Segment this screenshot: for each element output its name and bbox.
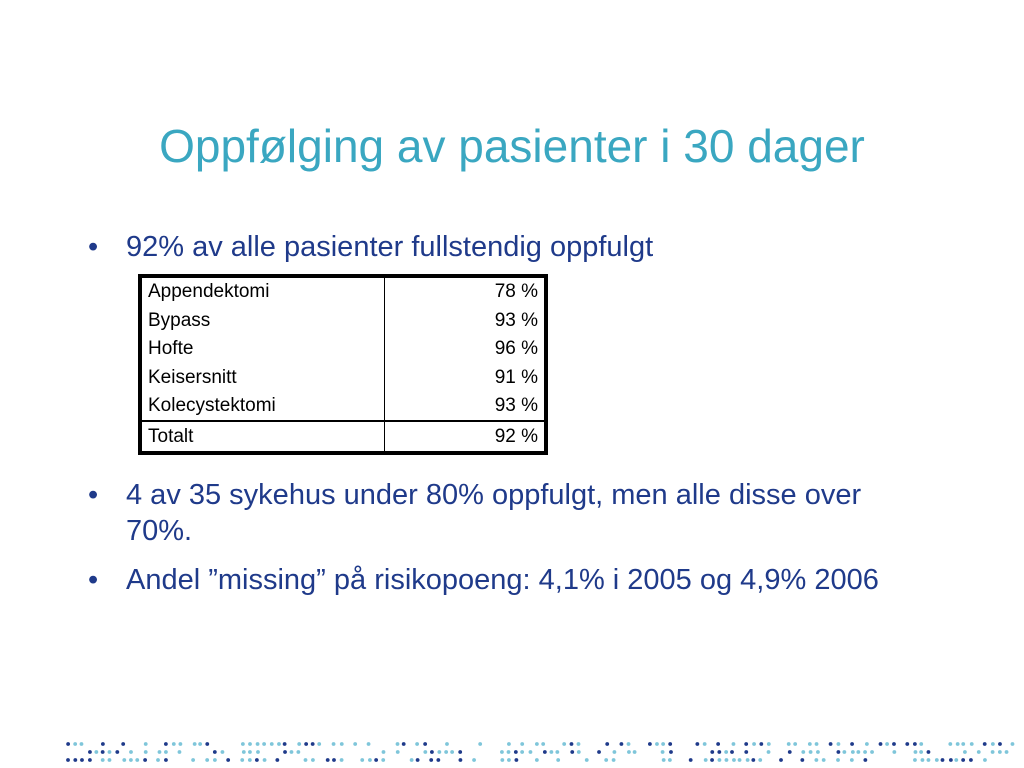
decorative-dot xyxy=(66,742,70,746)
decorative-dot xyxy=(787,742,791,746)
results-table xyxy=(138,274,548,455)
decorative-dot xyxy=(746,758,750,762)
decorative-dot xyxy=(977,750,981,754)
decorative-dot xyxy=(954,758,958,762)
decorative-dot xyxy=(668,758,672,762)
decorative-dot xyxy=(751,758,755,762)
decorative-dot xyxy=(283,750,287,754)
decorative-dot xyxy=(514,758,518,762)
decorative-dot xyxy=(164,758,168,762)
decorative-dot xyxy=(661,750,665,754)
decorative-dot xyxy=(410,758,414,762)
decorative-dot xyxy=(317,742,321,746)
decorative-dot xyxy=(850,758,854,762)
decorative-dot xyxy=(436,758,440,762)
decorative-dot xyxy=(164,742,168,746)
decorative-dot xyxy=(459,758,463,762)
decorative-dot xyxy=(115,750,119,754)
decorative-dot xyxy=(198,742,202,746)
table-cell-value: 91 % xyxy=(494,366,538,388)
decorative-dot xyxy=(927,750,931,754)
decorative-dot xyxy=(758,758,762,762)
table-row xyxy=(142,278,544,306)
decorative-dot xyxy=(73,742,77,746)
decorative-dot xyxy=(500,758,504,762)
decorative-dot xyxy=(353,742,357,746)
decorative-dot xyxy=(1005,750,1009,754)
decorative-dot xyxy=(620,742,624,746)
decorative-dot xyxy=(205,758,209,762)
decorative-dot xyxy=(256,742,260,746)
decorative-dot xyxy=(816,750,820,754)
decorative-dot xyxy=(759,742,763,746)
decorative-dot xyxy=(213,750,217,754)
decorative-dot xyxy=(193,742,197,746)
decorative-dot xyxy=(129,750,133,754)
decorative-dot xyxy=(991,742,995,746)
decorative-dot xyxy=(226,758,230,762)
decorative-dot xyxy=(143,758,147,762)
decorative-dot xyxy=(556,758,560,762)
decorative-dot xyxy=(935,758,939,762)
decorative-dot xyxy=(256,750,260,754)
decorative-dot xyxy=(381,758,385,762)
decorative-dot xyxy=(255,758,259,762)
decorative-dot xyxy=(73,758,77,762)
bullet-icon: • xyxy=(88,231,99,263)
decorative-dot xyxy=(836,758,840,762)
decorative-dot xyxy=(423,742,427,746)
decorative-dot xyxy=(191,758,195,762)
table-total-name: Totalt xyxy=(142,421,384,451)
decorative-dot xyxy=(856,750,860,754)
bullet-item xyxy=(88,477,928,549)
decorative-dot xyxy=(913,758,917,762)
decorative-dot xyxy=(829,742,833,746)
decorative-dot xyxy=(779,758,783,762)
decorative-dot xyxy=(144,742,148,746)
decorative-dot xyxy=(949,758,953,762)
decorative-dot xyxy=(396,742,400,746)
decorative-dot xyxy=(262,742,266,746)
decorative-dot xyxy=(283,742,287,746)
decorative-dot xyxy=(423,750,427,754)
decorative-dot xyxy=(241,742,245,746)
decorative-dot xyxy=(865,742,869,746)
decorative-dot xyxy=(108,750,112,754)
table-row xyxy=(142,335,544,363)
decorative-dot xyxy=(998,750,1002,754)
decorative-dot xyxy=(402,742,406,746)
decorative-dot xyxy=(535,758,539,762)
decorative-dot xyxy=(311,742,315,746)
decorative-dot xyxy=(500,750,504,754)
decorative-dot xyxy=(101,750,105,754)
decorative-dot xyxy=(368,758,372,762)
decorative-dot xyxy=(744,742,748,746)
decorative-dot xyxy=(613,750,617,754)
decorative-dot xyxy=(520,750,524,754)
decorative-dot xyxy=(892,750,896,754)
decorative-dot xyxy=(921,758,925,762)
table-row xyxy=(142,306,544,334)
decorative-dot xyxy=(332,742,336,746)
decorative-dot xyxy=(543,750,547,754)
decorative-dot xyxy=(837,742,841,746)
decorative-dot xyxy=(767,742,771,746)
decorative-dot xyxy=(367,742,371,746)
decorative-dot xyxy=(88,758,92,762)
decorative-dot xyxy=(991,750,995,754)
decorative-dot xyxy=(555,750,559,754)
decorative-dot xyxy=(172,742,176,746)
decorative-dot xyxy=(655,742,659,746)
decorative-dot xyxy=(577,750,581,754)
decorative-dot xyxy=(730,750,734,754)
decorative-dot xyxy=(430,750,434,754)
decorative-dot xyxy=(80,742,84,746)
decorative-dot xyxy=(416,758,420,762)
decorative-dot xyxy=(648,742,652,746)
decorative-dot xyxy=(842,750,846,754)
decorative-dot xyxy=(809,750,813,754)
decorative-dot xyxy=(213,758,217,762)
decorative-dot xyxy=(570,750,574,754)
decorative-dot xyxy=(793,742,797,746)
decorative-dot xyxy=(178,750,182,754)
decorative-dot xyxy=(444,750,448,754)
decorative-dot xyxy=(445,742,449,746)
decorative-dot xyxy=(535,742,539,746)
decorative-dot xyxy=(144,750,148,754)
decorative-dot xyxy=(767,750,771,754)
decorative-dot xyxy=(108,758,112,762)
decorative-dot xyxy=(752,742,756,746)
decorative-dot xyxy=(605,742,609,746)
decorative-dot xyxy=(863,758,867,762)
decorative-dot xyxy=(374,758,378,762)
bullet-item xyxy=(88,562,928,598)
decorative-dot xyxy=(905,742,909,746)
decorative-dot xyxy=(429,758,433,762)
decorative-dot xyxy=(870,750,874,754)
bullet-icon: • xyxy=(88,564,99,596)
decorative-dot xyxy=(662,758,666,762)
decorative-dot xyxy=(332,758,336,762)
decorative-dot xyxy=(270,742,274,746)
decorative-dot xyxy=(240,758,244,762)
decorative-dot xyxy=(304,742,308,746)
decorative-dot xyxy=(304,758,308,762)
decorative-dot xyxy=(529,750,533,754)
decorative-dot xyxy=(718,758,722,762)
results-table-grid xyxy=(142,278,544,451)
decorative-dot xyxy=(863,750,867,754)
decorative-dot xyxy=(248,758,252,762)
decorative-dot xyxy=(689,758,693,762)
decorative-dot xyxy=(296,750,300,754)
decorative-dot xyxy=(577,742,581,746)
decorative-dot-band xyxy=(0,738,1024,768)
decorative-dot xyxy=(311,758,315,762)
decorative-dot xyxy=(919,750,923,754)
decorative-dot xyxy=(297,742,301,746)
decorative-dot xyxy=(101,758,105,762)
slide-title: Oppfølging av pasienter i 30 dager xyxy=(159,120,865,172)
decorative-dot xyxy=(263,758,267,762)
decorative-dot xyxy=(717,750,721,754)
decorative-dot xyxy=(724,750,728,754)
decorative-dot xyxy=(248,750,252,754)
decorative-dot xyxy=(277,742,281,746)
decorative-dot xyxy=(101,742,105,746)
decorative-dot xyxy=(998,742,1002,746)
decorative-dot xyxy=(627,742,631,746)
table-row xyxy=(142,363,544,391)
decorative-dot xyxy=(458,750,462,754)
decorative-dot xyxy=(121,742,125,746)
decorative-dot xyxy=(695,742,699,746)
decorative-dot xyxy=(627,750,631,754)
decorative-dot xyxy=(956,742,960,746)
decorative-dot xyxy=(914,750,918,754)
decorative-dot xyxy=(732,742,736,746)
decorative-dot xyxy=(122,758,126,762)
decorative-dot xyxy=(135,758,139,762)
table-cell-value: 93 % xyxy=(494,395,538,417)
decorative-dot xyxy=(732,758,736,762)
table-cell-name: Hofte xyxy=(142,335,384,363)
bullet-text: Andel ”missing” på risikopoeng: 4,1% i 2005 og 4,9% 2006 xyxy=(126,564,879,596)
decorative-dot xyxy=(801,750,805,754)
decorative-dot xyxy=(129,758,133,762)
decorative-dot xyxy=(88,750,92,754)
decorative-dot xyxy=(703,742,707,746)
decorative-dot xyxy=(927,758,931,762)
decorative-dot xyxy=(961,742,965,746)
decorative-dot xyxy=(205,742,209,746)
decorative-dot xyxy=(396,750,400,754)
decorative-dot xyxy=(562,742,566,746)
decorative-dot xyxy=(669,750,673,754)
table-cell-name: Keisersnitt xyxy=(142,363,384,391)
decorative-dot xyxy=(340,742,344,746)
decorative-dot xyxy=(94,750,98,754)
decorative-dot xyxy=(290,750,294,754)
decorative-dot xyxy=(326,758,330,762)
decorative-dot xyxy=(716,742,720,746)
decorative-dot xyxy=(633,750,637,754)
decorative-dot xyxy=(158,750,162,754)
decorative-dot xyxy=(437,750,441,754)
decorative-dot xyxy=(704,758,708,762)
decorative-dot xyxy=(472,758,476,762)
decorative-dot xyxy=(983,758,987,762)
decorative-dot xyxy=(248,742,252,746)
table-cell-value: 96 % xyxy=(494,338,538,360)
decorative-dot xyxy=(242,750,246,754)
decorative-dot xyxy=(221,750,225,754)
decorative-dot xyxy=(710,750,714,754)
decorative-dot xyxy=(744,750,748,754)
table-cell-name: Bypass xyxy=(142,306,384,334)
decorative-dot xyxy=(969,758,973,762)
decorative-dot xyxy=(597,750,601,754)
decorative-dot xyxy=(800,758,804,762)
decorative-dot xyxy=(919,742,923,746)
decorative-dot xyxy=(913,742,917,746)
decorative-dot xyxy=(178,742,182,746)
decorative-dot xyxy=(507,742,511,746)
decorative-dot xyxy=(514,750,518,754)
table-cell-name: Kolecystektomi xyxy=(142,392,384,422)
decorative-dot xyxy=(788,750,792,754)
decorative-dot xyxy=(1011,742,1015,746)
decorative-dot xyxy=(725,758,729,762)
decorative-dot xyxy=(507,750,511,754)
decorative-dot xyxy=(941,758,945,762)
decorative-dot xyxy=(710,758,714,762)
decorative-dot xyxy=(612,758,616,762)
decorative-dot xyxy=(478,742,482,746)
bullet-icon: • xyxy=(88,479,99,511)
table-cell-value: 93 % xyxy=(494,309,538,331)
bullet-item xyxy=(88,229,928,265)
decorative-dot xyxy=(963,750,967,754)
bullet-text: 92% av alle pasienter fullstendig oppfulgt xyxy=(126,231,654,263)
decorative-dot xyxy=(360,758,364,762)
decorative-dot xyxy=(970,742,974,746)
decorative-dot xyxy=(822,758,826,762)
table-row xyxy=(142,392,544,422)
decorative-dot xyxy=(80,758,84,762)
decorative-dot xyxy=(66,758,70,762)
table-cell-value: 78 % xyxy=(494,281,538,303)
decorative-dot xyxy=(850,742,854,746)
decorative-dot xyxy=(570,742,574,746)
decorative-dot xyxy=(808,742,812,746)
decorative-dot xyxy=(340,758,344,762)
decorative-dot xyxy=(275,758,279,762)
decorative-dot xyxy=(961,758,965,762)
decorative-dot xyxy=(814,758,818,762)
table-cell-name: Appendektomi xyxy=(142,278,384,306)
decorative-dot xyxy=(415,742,419,746)
decorative-dot xyxy=(815,742,819,746)
decorative-dot xyxy=(382,750,386,754)
decorative-dot xyxy=(885,742,889,746)
decorative-dot xyxy=(738,758,742,762)
decorative-dot xyxy=(948,742,952,746)
decorative-dot xyxy=(520,742,524,746)
decorative-dot xyxy=(164,750,168,754)
bullet-text: 4 av 35 sykehus under 80% oppfulgt, men alle disse over 70%. xyxy=(126,479,862,547)
decorative-dot xyxy=(836,750,840,754)
decorative-dot xyxy=(450,750,454,754)
decorative-dot xyxy=(892,742,896,746)
table-total-value: 92 % xyxy=(384,421,544,451)
decorative-dot xyxy=(604,758,608,762)
decorative-dot xyxy=(507,758,511,762)
decorative-dot xyxy=(585,758,589,762)
decorative-dot xyxy=(661,742,665,746)
decorative-dot xyxy=(879,742,883,746)
decorative-dot xyxy=(541,742,545,746)
decorative-dot xyxy=(983,742,987,746)
decorative-dot xyxy=(851,750,855,754)
table-total-row xyxy=(142,421,544,451)
decorative-dot xyxy=(156,758,160,762)
decorative-dot xyxy=(668,742,672,746)
decorative-dot xyxy=(549,750,553,754)
